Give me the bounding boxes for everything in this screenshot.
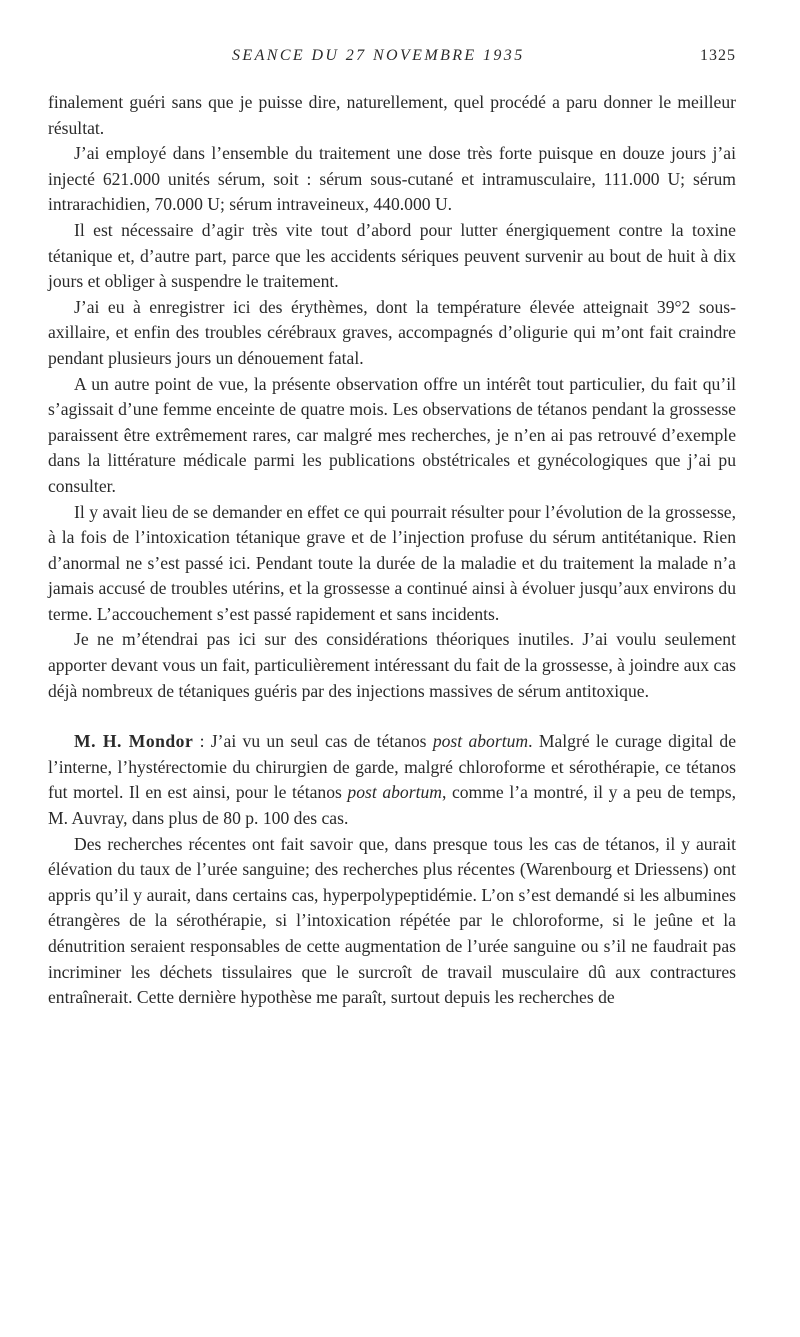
paragraph-dose: J’ai employé dans l’ensemble du traitement une dose très forte puisque en douze jours j’ai injecté 621.000 unités sérum, soit : sérum sous-cutané et intramusculaire, 111.000 U; sérum intrarachidien, 70.000 U; sérum intraveineux, 440.000 U. [48, 143, 736, 215]
paragraph-conclusion: Je ne m’étendrai pas ici sur des considérations théoriques inutiles. J’ai voulu seulement apporter devant vous un fait, particulièrement intéressant du fait de la grossesse, à joindre aux cas déjà nombreux de tétaniques guéris par des injections massives de sérum antitoxique. [48, 629, 736, 701]
paragraph-recherches: Des recherches récentes ont fait savoir que, dans presque tous les cas de tétanos, il y aurait élévation du taux de l’urée sanguine; des recherches plus récentes (Warenbourg et Driessens) ont appris qu’il y aurait, dans certains cas, hyperpolypeptidémie. L’on s’est demandé si les albumines étrangères de la sérothérapie, si l’intoxication répétée par le chloroforme, si le jeûne et la dénutrition seraient responsables de cette augmentation de l’urée sanguine ou s’il ne faudrait pas incriminer les déchets tissulaires que le surcroît de travail musculaire dû aux contractures entraînerait. Cette dernière hypothèse me paraît, surtout depuis les recherches de [48, 833, 736, 1008]
speaker-name: M. H. Mondor [74, 731, 194, 752]
paragraph-mondor [48, 729, 736, 831]
mondor-text-1: : J’ai vu un seul cas de tétanos [193, 731, 433, 752]
paragraph-urgency: Il est nécessaire d’agir très vite tout d’abord pour lutter énergiquement contre la toxine tétanique et, d’autre part, parce que les accidents sériques peuvent survenir au bout de huit à dix jours et obliger à suspendre le traitement. [48, 219, 736, 292]
paragraph-evolution: Il y avait lieu de se demander en effet ce qui pourrait résulter pour l’évolution de la grossesse, à la fois de l’intoxication tétanique grave et de l’injection profuse du sérum antitétanique. Rien d’anormal ne s’est passé ici. Pendant toute la durée de la maladie et du traitement la malade n’a jamais accusé de troubles utérins, et la grossesse a continué ainsi à évoluer jusqu’aux environs du terme. L’accouchement s’est passé rapidement et sans incidents. [48, 501, 736, 624]
mondor-term-2: post abortum [347, 782, 442, 803]
mondor-term-1: post abortum [432, 731, 529, 752]
mondor-text-2: . Malgré le curage digital de l’interne, l’hystérectomie du chirurgien de garde, malgré chloroforme et sérothérapie, ce tétanos fut mortel. Il en est ainsi, pour le tétanos [48, 731, 737, 803]
paragraph-erythemes: J’ai eu à enregistrer ici des érythèmes, dont la température élevée atteignait 39°2 sous-axillaire, et enfin des troubles cérébraux graves, accompagnés d’oligurie qui m’ont fait craindre pendant plusieurs jours un dénouement fatal. [48, 296, 736, 368]
running-header [0, 47, 800, 71]
paragraph-continuation: finalement guéri sans que je puisse dire, naturellement, quel procédé a paru donner le meilleur résultat. [48, 92, 736, 138]
mondor-text-3: , comme l’a montré, il y a peu de temps, M. Auvray, dans plus de 80 p. 100 des cas. [48, 782, 736, 829]
paragraph-pregnancy: A un autre point de vue, la présente observation offre un intérêt tout particulier, du fait qu’il s’agissait d’une femme enceinte de quatre mois. Les observations de tétanos pendant la grossesse paraissent être extrêmement rares, car malgré mes recherches, je n’en ai pas retrouvé d’exemple dans la littérature médicale parmi les publications obstétricales et gynécologiques que j’ai pu consulter. [48, 373, 736, 496]
page-number: 1325 [700, 47, 736, 64]
header-title: SEANCE DU 27 NOVEMBRE 1935 [232, 47, 525, 64]
body-text [48, 90, 736, 1011]
